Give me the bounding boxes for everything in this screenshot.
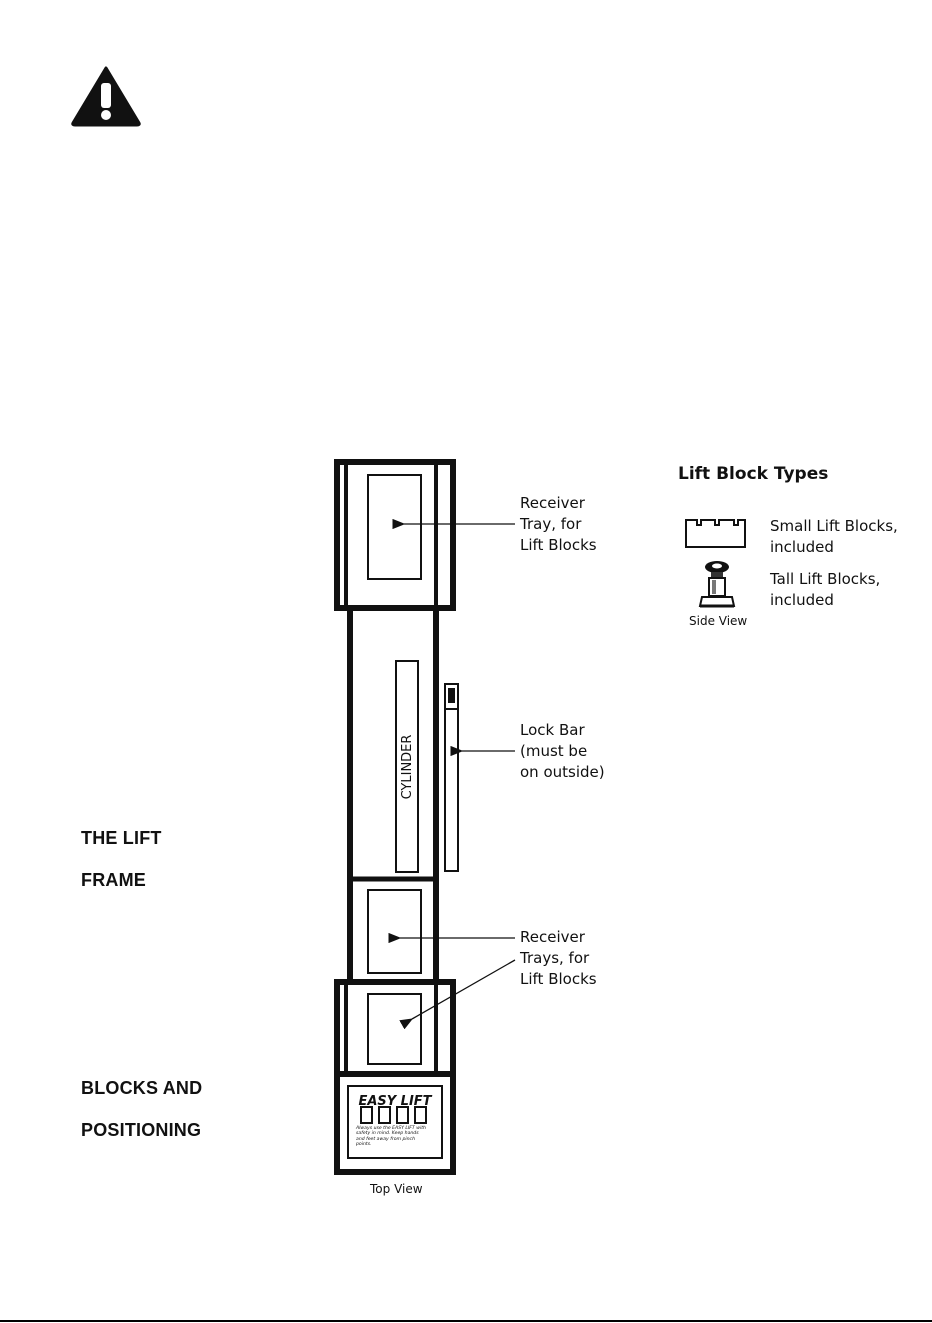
side-view-caption: Side View bbox=[689, 614, 748, 628]
decal-slot-2 bbox=[379, 1107, 390, 1123]
callout-receiver-tray-top: Receiver Tray, for Lift Blocks bbox=[520, 494, 597, 554]
small-lift-block-icon bbox=[684, 516, 748, 550]
decal-slot-1 bbox=[361, 1107, 372, 1123]
decal-title: EASY LIFT bbox=[358, 1094, 432, 1109]
top-view-caption: Top View bbox=[370, 1182, 423, 1196]
callout-lock-bar: Lock Bar (must be on outside) bbox=[520, 721, 605, 781]
top-receiver-tray bbox=[368, 475, 421, 579]
heading-blocks-and: BLOCKS AND bbox=[81, 1078, 203, 1098]
lock-bar bbox=[445, 684, 458, 871]
bottom-receiver-tray bbox=[368, 994, 421, 1064]
decal-slot-3 bbox=[397, 1107, 408, 1123]
legend-tall-blocks: Tall Lift Blocks, included bbox=[770, 570, 881, 609]
legend-title: Lift Block Types bbox=[678, 464, 829, 484]
warning-icon bbox=[70, 65, 142, 127]
decal-slot-4 bbox=[415, 1107, 426, 1123]
heading-positioning: POSITIONING bbox=[81, 1120, 202, 1140]
middle-receiver-tray bbox=[368, 890, 421, 973]
decal-note: Always use the EASY LIFT with safety in mind. Keep hands and feet away from pinch points. bbox=[356, 1126, 426, 1148]
heading-the-lift: THE LIFT bbox=[81, 828, 162, 848]
lift-frame-diagram bbox=[330, 455, 470, 1180]
cylinder-label: CYLINDER bbox=[400, 734, 415, 800]
callout-receiver-trays-bottom: Receiver Trays, for Lift Blocks bbox=[520, 928, 597, 988]
legend-small-blocks: Small Lift Blocks, included bbox=[770, 517, 898, 556]
heading-frame: FRAME bbox=[81, 870, 146, 890]
bottom-rule bbox=[0, 1320, 932, 1322]
tall-lift-block-icon bbox=[696, 559, 738, 611]
